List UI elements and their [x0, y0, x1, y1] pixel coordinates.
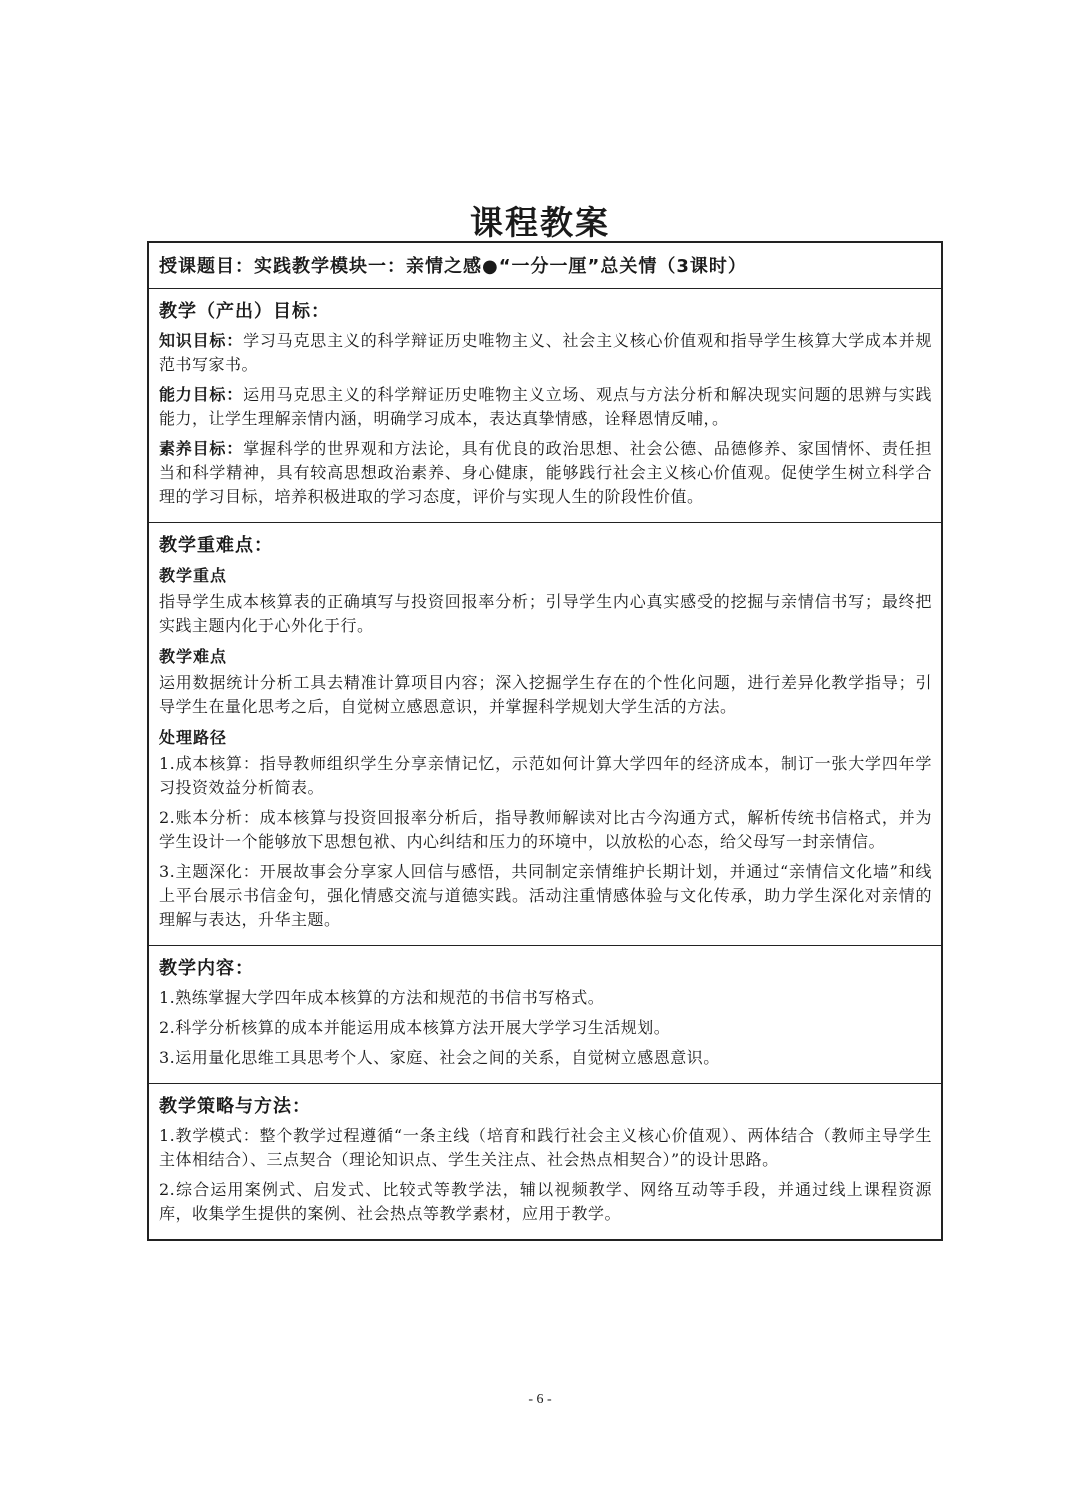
difficult-points-text: 运用数据统计分析工具去精准计算项目内容；深入挖掘学生存在的个性化问题，进行差异化教学指导；引导学生在量化思考之后，自觉树立感恩意识，并掌握科学规划大学生活的方法。 — [159, 673, 932, 716]
strategy-heading: 教学策略与方法： — [159, 1096, 311, 1117]
objectives-heading: 教学（产出）目标： — [159, 301, 330, 322]
key-points-title: 教学重点 — [159, 566, 228, 585]
strategy-item: 1.教学模式：整个教学过程遵循“一条主线（培育和践行社会主义核心价值观）、两体结合（教师主导学生主体相结合）、三点契合（理论知识点、学生关注点、社会热点相契合）”的设计思路。 — [159, 1126, 932, 1169]
content-heading: 教学内容： — [159, 958, 254, 979]
literacy-objective — [159, 437, 932, 509]
objective-text: 学习马克思主义的科学辩证历史唯物主义、社会主义核心价值观和指导学生核算大学成本并规范书写家书。 — [159, 331, 932, 374]
difficult-points-title: 教学难点 — [159, 647, 228, 666]
approach-item: 3.主题深化：开展故事会分享家人回信与感悟，共同制定亲情维护长期计划，并通过“亲情信文化墙”和线上平台展示书信金句，强化情感交流与道德实践。活动注重情感体验与文化传承，助力学生深化对亲情的理解与表达，升华主题。 — [159, 862, 932, 929]
objective-label: 素养目标： — [159, 439, 244, 458]
lesson-plan-table — [147, 241, 943, 1241]
objective-label: 知识目标： — [159, 331, 244, 350]
approach-item: 2.账本分析：成本核算与投资回报率分析后，指导教师解读对比古今沟通方式，解析传统书信格式，并为学生设计一个能够放下思想包袱、内心纠结和压力的环境中，以放松的心态，给父母写一封亲情信。 — [159, 808, 932, 851]
content-item: 3.运用量化思维工具思考个人、家庭、社会之间的关系，自觉树立感恩意识。 — [159, 1048, 720, 1067]
approach-title: 处理路径 — [159, 728, 228, 747]
content-section — [149, 945, 941, 1083]
content-item: 1.熟练掌握大学四年成本核算的方法和规范的书信书写格式。 — [159, 988, 605, 1007]
content-item: 2.科学分析核算的成本并能运用成本核算方法开展大学学习生活规划。 — [159, 1018, 671, 1037]
strategy-section — [149, 1083, 941, 1239]
page-title: 课程教案 — [470, 203, 610, 242]
topic-text: 授课题目：实践教学模块一：亲情之感●“一分一厘”总关情（3课时） — [159, 256, 747, 277]
topic-row — [149, 243, 941, 288]
objectives-section — [149, 288, 941, 522]
key-points-text: 指导学生成本核算表的正确填写与投资回报率分析；引导学生内心真实感受的挖掘与亲情信书写；最终把实践主题内化于心外化于行。 — [159, 592, 932, 635]
difficulties-section — [149, 522, 941, 945]
page-number: - 6 - — [528, 1392, 552, 1407]
objective-text: 运用马克思主义的科学辩证历史唯物主义立场、观点与方法分析和解决现实问题的思辨与实践能力，让学生理解亲情内涵，明确学习成本，表达真挚情感，诠释恩情反哺，。 — [159, 385, 932, 428]
difficulties-heading: 教学重难点： — [159, 535, 273, 556]
approach-item: 1.成本核算：指导教师组织学生分享亲情记忆，示范如何计算大学四年的经济成本，制订一张大学四年学习投资效益分析简表。 — [159, 754, 932, 797]
strategy-item: 2.综合运用案例式、启发式、比较式等教学法，辅以视频教学、网络互动等手段，并通过线上课程资源库，收集学生提供的案例、社会热点等教学素材，应用于教学。 — [159, 1180, 932, 1223]
ability-objective — [159, 383, 932, 431]
knowledge-objective — [159, 329, 932, 377]
objective-label: 能力目标： — [159, 385, 244, 404]
objective-text: 掌握科学的世界观和方法论，具有优良的政治思想、社会公德、品德修养、家国情怀、责任担当和科学精神，具有较高思想政治素养、身心健康，能够践行社会主义核心价值观。促使学生树立科学合理的学习目标，培养积极进取的学习态度，评价与实现人生的阶段性价值。 — [159, 439, 932, 506]
